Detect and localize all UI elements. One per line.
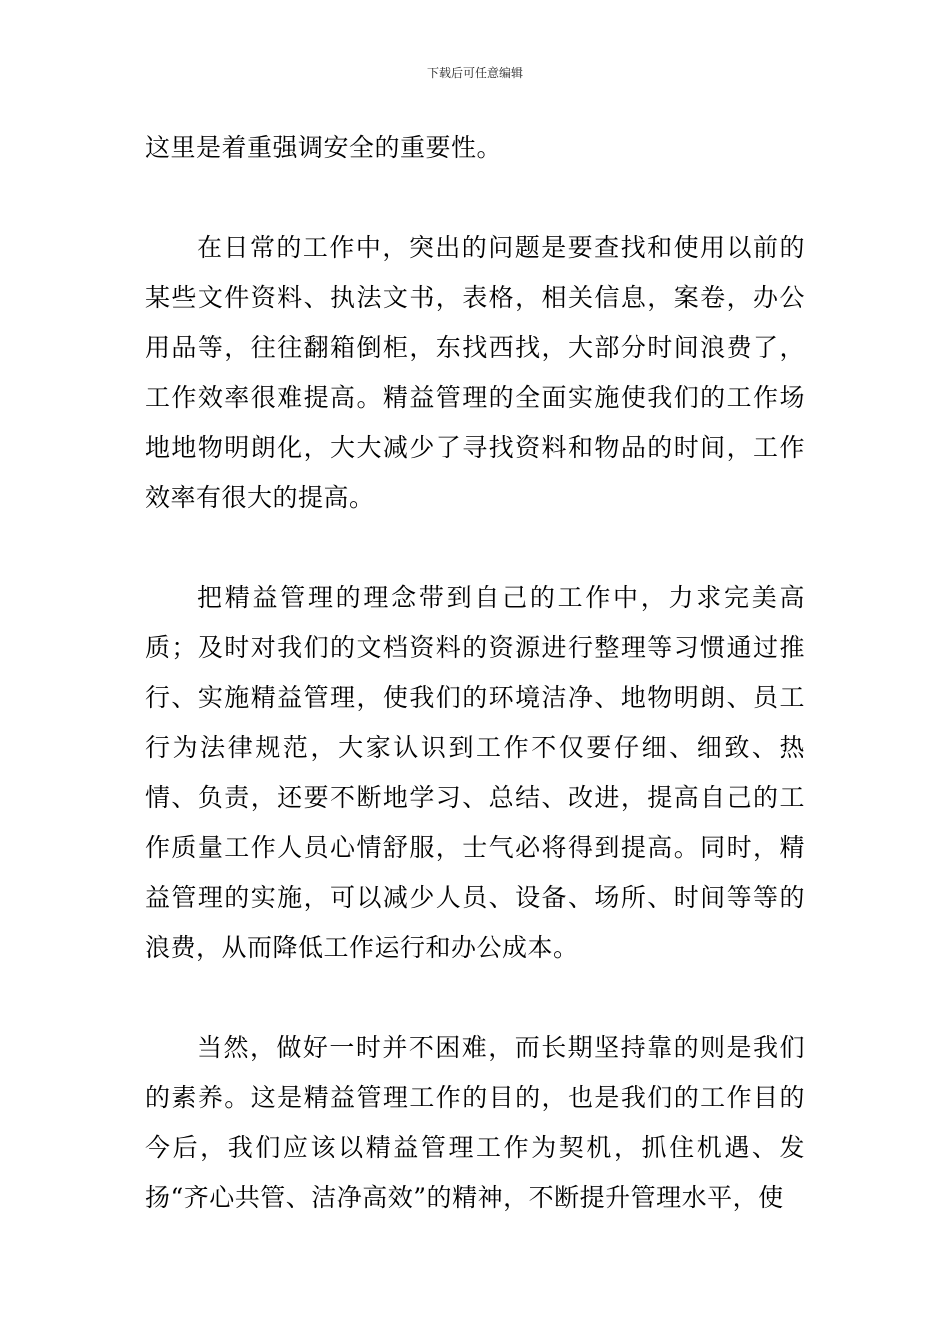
paragraph-gap	[145, 173, 805, 223]
paragraph-4: 当然，做好一时并不困难，而长期坚持靠的则是我们的素养。这是精益管理工作的目的，也是我们的工作目的今后，我们应该以精益管理工作为契机，抓住机遇、发扬“齐心共管、洁净高效”的精神，不断提升管理水平，使	[145, 1033, 805, 1212]
page-header: 下载后可任意编辑	[426, 66, 523, 80]
document-body	[145, 123, 805, 1223]
paragraph-gap	[145, 973, 805, 1023]
paragraph-1: 这里是着重强调安全的重要性。	[145, 133, 503, 162]
paragraph-3: 把精益管理的理念带到自己的工作中，力求完美高质；及时对我们的文档资料的资源进行整理等习惯通过推行、实施精益管理，使我们的环境洁净、地物明朗、员工行为法律规范，大家认识到工作不仅要仔细、细致、热情、负责，还要不断地学习、总结、改进，提高自己的工作质量工作人员心情舒服，士气必将得到提高。同时，精益管理的实施，可以减少人员、设备、场所、时间等等的浪费，从而降低工作运行和办公成本。	[145, 583, 805, 962]
paragraph-2: 在日常的工作中，突出的问题是要查找和使用以前的某些文件资料、执法文书，表格，相关信息，案卷，办公用品等，往往翻箱倒柜，东找西找，大部分时间浪费了，工作效率很难提高。精益管理的全面实施使我们的工作场地地物明朗化，大大减少了寻找资料和物品的时间，工作效率有很大的提高。	[145, 233, 805, 512]
paragraph-gap	[145, 523, 805, 573]
